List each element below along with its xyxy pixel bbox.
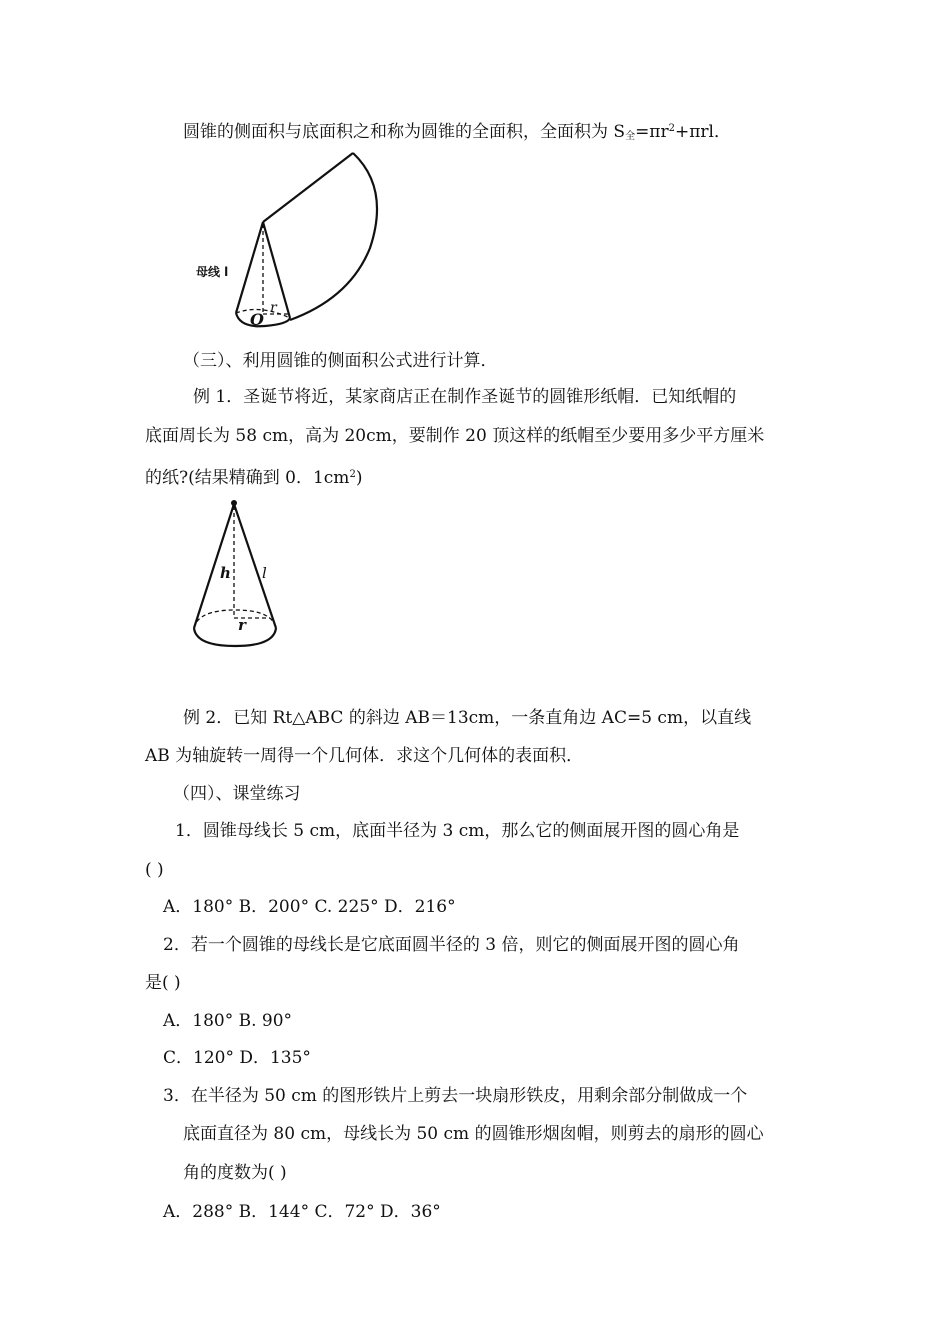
cone-unfolding-figure <box>190 148 390 338</box>
example2-line1: 例 2．已知 Rt△ABC 的斜边 AB＝13cm，一条直角边 AC=5 cm，以直线 <box>183 708 752 728</box>
intro-subscript: 全 <box>625 131 636 142</box>
example2-line2: AB 为轴旋转一周得一个几何体．求这个几何体的表面积． <box>145 746 584 766</box>
q2-options1: A．180° B. 90° <box>163 1011 293 1031</box>
example1-line3 <box>145 465 362 488</box>
example1-line3-end: ) <box>355 468 363 488</box>
q3-line1: 3．在半径为 50 cm 的图形铁片上剪去一块扇形铁皮，用剩余部分制做成一个 <box>163 1086 748 1106</box>
intro-main: 圆锥的侧面积与底面积之和称为圆锥的全面积，全面积为 S <box>183 122 626 142</box>
q1-options: A．180° B．200° C. 225° D．216° <box>163 897 456 917</box>
generatrix-label: 母线 l <box>196 265 229 279</box>
example1-line3-main: 的纸?(结果精确到 0．1cm <box>145 468 350 488</box>
q2-line2: 是( ) <box>145 973 181 993</box>
q3-line3: 角的度数为( ) <box>183 1163 287 1183</box>
q1-line1: 1．圆锥母线长 5 cm，底面半径为 3 cm，那么它的侧面展开图的圆心角是 <box>175 821 740 841</box>
cone-figure <box>186 496 296 656</box>
intro-text <box>183 119 731 147</box>
section3-heading: （三）、利用圆锥的侧面积公式进行计算． <box>183 351 498 371</box>
example1-line1: 例 1．圣诞节将近，某家商店正在制作圣诞节的圆锥形纸帽．已知纸帽的 <box>193 387 737 407</box>
height-h-label: h <box>220 564 231 582</box>
intro-superscript: 2 <box>668 123 675 134</box>
section4-heading: （四）、课堂练习 <box>173 784 301 804</box>
example1-line2: 底面周长为 58 cm，高为 20cm，要制作 20 顶这样的纸帽至少要用多少平方厘米 <box>145 426 765 446</box>
example1-superscript: 2 <box>349 469 356 480</box>
q2-line1: 2．若一个圆锥的母线长是它底面圆半径的 3 倍，则它的侧面展开图的圆心角 <box>163 935 740 955</box>
q1-line2: ( ) <box>145 860 164 880</box>
q2-options2: C．120° D．135° <box>163 1048 311 1068</box>
apex-dot <box>231 500 237 506</box>
q3-line2: 底面直径为 80 cm，母线长为 50 cm 的圆锥形烟囱帽，则剪去的扇形的圆心 <box>183 1124 764 1144</box>
center-o-label: O <box>250 310 264 329</box>
radius-r-label: r <box>270 300 277 316</box>
q3-options: A．288° B．144° C．72° D．36° <box>163 1202 441 1222</box>
radius-r-label: r <box>238 616 246 634</box>
intro-formula-a: =πr <box>635 122 669 142</box>
intro-formula-b: +πrl． <box>674 122 731 142</box>
slant-l-label: l <box>262 564 267 582</box>
